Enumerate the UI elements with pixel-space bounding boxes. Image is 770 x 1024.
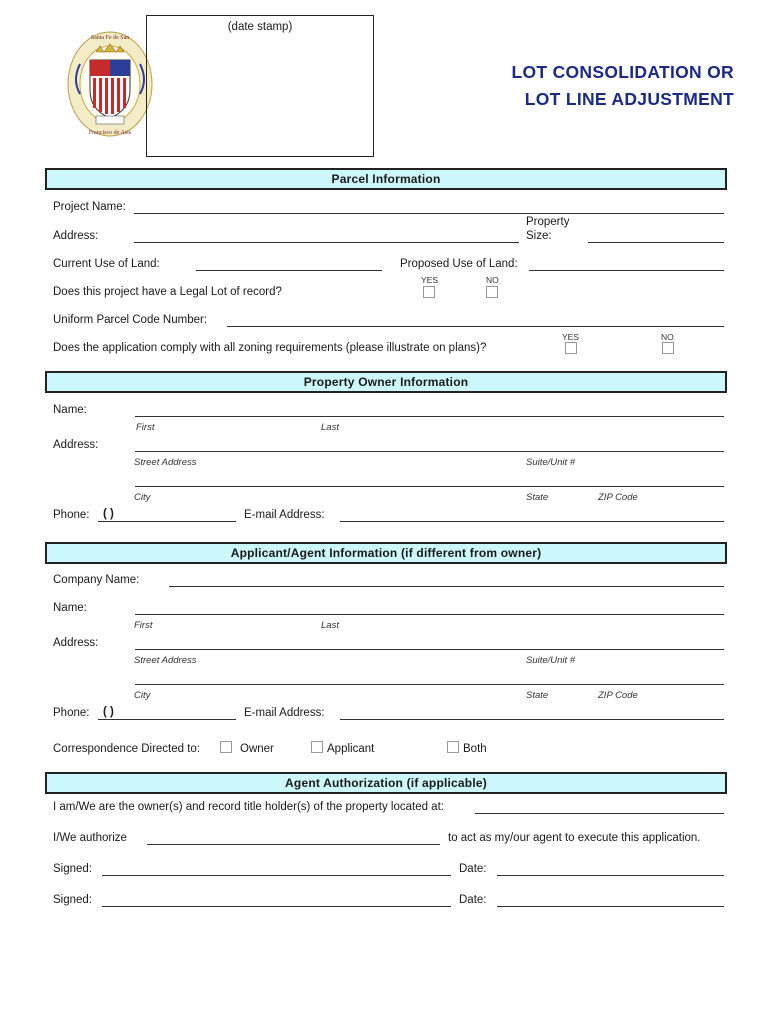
correspondence-both-label: Both bbox=[463, 743, 487, 755]
address-label: Address: bbox=[53, 230, 99, 242]
signature-field-2[interactable] bbox=[102, 906, 451, 907]
upc-field[interactable] bbox=[227, 326, 724, 327]
form-title-line1: LOT CONSOLIDATION OR bbox=[511, 62, 734, 82]
legal-lot-question: Does this project have a Legal Lot of record? bbox=[53, 286, 282, 298]
owner-email-field[interactable] bbox=[340, 521, 724, 522]
authorized-agent-field[interactable] bbox=[147, 844, 440, 845]
owner-email-label: E-mail Address: bbox=[244, 509, 325, 521]
correspondence-owner-checkbox[interactable] bbox=[220, 741, 232, 753]
agent-zip-caption: ZIP Code bbox=[598, 690, 638, 701]
owner-city-field[interactable] bbox=[135, 486, 724, 487]
signature-field-1[interactable] bbox=[102, 875, 451, 876]
agent-street-caption: Street Address bbox=[134, 655, 197, 666]
owner-address-label: Address: bbox=[53, 439, 99, 451]
ownership-statement: I am/We are the owner(s) and record title holder(s) of the property located at: bbox=[53, 801, 444, 813]
authorize-label: I/We authorize bbox=[53, 832, 127, 844]
zoning-question: Does the application comply with all zoning requirements (please illustrate on plans)? bbox=[53, 342, 487, 354]
owner-phone-area-code: ( ) bbox=[103, 508, 114, 520]
owner-suite-caption: Suite/Unit # bbox=[526, 457, 576, 468]
legal-lot-no-checkbox[interactable] bbox=[486, 286, 498, 298]
proposed-use-label: Proposed Use of Land: bbox=[400, 258, 518, 270]
owner-section-header: Property Owner Information bbox=[45, 371, 727, 393]
agent-suite-caption: Suite/Unit # bbox=[526, 655, 576, 666]
agent-city-caption: City bbox=[134, 690, 151, 701]
owner-street-field[interactable] bbox=[135, 451, 724, 452]
date-label-1: Date: bbox=[459, 863, 487, 875]
agent-first-caption: First bbox=[134, 620, 153, 631]
form-title-line2: LOT LINE ADJUSTMENT bbox=[524, 89, 734, 109]
act-as-agent-text: to act as my/our agent to execute this application. bbox=[448, 832, 701, 844]
agent-section-header: Applicant/Agent Information (if different from owner) bbox=[45, 542, 727, 564]
date-field-1[interactable] bbox=[497, 875, 724, 876]
signed-label-1: Signed: bbox=[53, 863, 93, 875]
owner-first-caption: First bbox=[136, 422, 155, 433]
agent-phone-label: Phone: bbox=[53, 707, 90, 719]
property-size-label-1: Property bbox=[526, 216, 570, 228]
agent-last-caption: Last bbox=[321, 620, 339, 631]
company-name-label: Company Name: bbox=[53, 574, 140, 586]
agent-phone-field[interactable] bbox=[98, 719, 236, 720]
correspondence-label: Correspondence Directed to: bbox=[53, 743, 201, 755]
current-use-label: Current Use of Land: bbox=[53, 258, 160, 270]
agent-city-field[interactable] bbox=[135, 684, 724, 685]
owner-phone-label: Phone: bbox=[53, 509, 90, 521]
owner-city-caption: City bbox=[134, 492, 151, 503]
date-label-2: Date: bbox=[459, 894, 487, 906]
authorization-section-header: Agent Authorization (if applicable) bbox=[45, 772, 727, 794]
agent-name-field[interactable] bbox=[135, 614, 724, 615]
svg-text:Francisco de Asis: Francisco de Asis bbox=[88, 130, 132, 136]
legal-lot-yes-checkbox[interactable] bbox=[423, 286, 435, 298]
owner-state-caption: State bbox=[526, 492, 549, 503]
project-name-label: Project Name: bbox=[53, 201, 126, 213]
property-location-field[interactable] bbox=[475, 813, 724, 814]
owner-name-field[interactable] bbox=[135, 416, 724, 417]
property-size-field[interactable] bbox=[588, 242, 724, 243]
agent-name-label: Name: bbox=[53, 602, 87, 614]
upc-label: Uniform Parcel Code Number: bbox=[53, 314, 208, 326]
zoning-yes-label: YES bbox=[562, 332, 580, 342]
city-seal-logo bbox=[66, 30, 154, 138]
project-name-field[interactable] bbox=[134, 213, 724, 214]
proposed-use-field[interactable] bbox=[529, 270, 724, 271]
owner-last-caption: Last bbox=[321, 422, 339, 433]
property-size-label-2: Size: bbox=[526, 230, 552, 242]
correspondence-applicant-checkbox[interactable] bbox=[311, 741, 323, 753]
zoning-yes-checkbox[interactable] bbox=[565, 342, 577, 354]
parcel-section-header: Parcel Information bbox=[45, 168, 727, 190]
agent-email-field[interactable] bbox=[340, 719, 724, 720]
date-stamp-label: (date stamp) bbox=[227, 21, 293, 33]
svg-text:Santa Fe de San: Santa Fe de San bbox=[90, 35, 130, 41]
agent-email-label: E-mail Address: bbox=[244, 707, 325, 719]
legal-lot-no-label: NO bbox=[486, 275, 499, 285]
date-field-2[interactable] bbox=[497, 906, 724, 907]
zoning-no-label: NO bbox=[661, 332, 674, 342]
signed-label-2: Signed: bbox=[53, 894, 93, 906]
owner-zip-caption: ZIP Code bbox=[598, 492, 638, 503]
correspondence-owner-label: Owner bbox=[240, 743, 274, 755]
owner-name-label: Name: bbox=[53, 404, 87, 416]
current-use-field[interactable] bbox=[196, 270, 382, 271]
correspondence-applicant-label: Applicant bbox=[327, 743, 375, 755]
agent-street-field[interactable] bbox=[135, 649, 724, 650]
zoning-no-checkbox[interactable] bbox=[662, 342, 674, 354]
date-stamp-box bbox=[146, 15, 374, 157]
parcel-address-field[interactable] bbox=[134, 242, 519, 243]
agent-phone-area-code: ( ) bbox=[103, 706, 114, 718]
agent-address-label: Address: bbox=[53, 637, 99, 649]
legal-lot-yes-label: YES bbox=[421, 275, 439, 285]
owner-street-caption: Street Address bbox=[134, 457, 197, 468]
company-name-field[interactable] bbox=[169, 586, 724, 587]
correspondence-both-checkbox[interactable] bbox=[447, 741, 459, 753]
owner-phone-field[interactable] bbox=[98, 521, 236, 522]
agent-state-caption: State bbox=[526, 690, 549, 701]
